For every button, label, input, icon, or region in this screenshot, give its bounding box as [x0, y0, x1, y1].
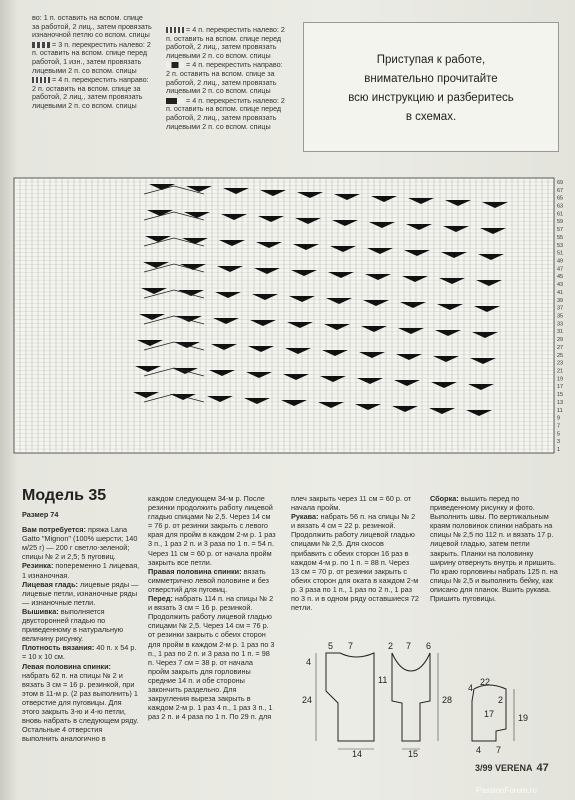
row-number-label: 35: [557, 313, 564, 320]
legend-column-1: [32, 14, 152, 112]
notice-line: Приступая к работе,: [376, 54, 486, 66]
watermark: PassionForum.ru: [476, 786, 537, 795]
row-number-label: 19: [557, 376, 564, 383]
instruction-paragraph: [148, 594, 276, 721]
row-number-label: 37: [557, 305, 564, 312]
back-height-label: 24: [302, 695, 313, 705]
row-number-label: 33: [557, 321, 564, 328]
legend-entry: во: 1 п. оставить на вспом. спице за работой, 2 лиц., затем провязать изнаночной петлю со вспом. спицы: [32, 13, 152, 40]
instruction-paragraph: [22, 561, 140, 579]
instruction-paragraph: [291, 512, 419, 612]
paragraph-group: [148, 494, 276, 721]
row-number-label: 41: [557, 289, 564, 296]
row-number-label: 59: [557, 219, 564, 226]
row-number-label: 65: [557, 195, 564, 202]
legend-entry: = 4 п. перекрестить направо: 2 п. оставить на вспом. спице за работой, 2 лиц., затем провязать лицевыми 2 п. со вспом. спицы: [32, 75, 149, 110]
cross-4r-symbol: [166, 62, 184, 68]
sleeve-bottom-left-label: 4: [476, 745, 482, 755]
paragraph-heading: Сборка:: [430, 494, 459, 503]
sleeve-total-label: 19: [518, 713, 529, 723]
legend-column-2: [166, 26, 288, 132]
paragraph-heading: Плотность вязания:: [22, 643, 95, 653]
row-number-label: 21: [557, 368, 564, 375]
instruction-paragraph: [148, 567, 276, 594]
paragraph-group: [22, 525, 140, 743]
paragraph-text: выполняется двусторонней гладью по приведенному в натуральную величину рисунку.: [22, 606, 124, 644]
instruction-paragraph: [291, 494, 419, 512]
model-title: Модель 35: [22, 487, 107, 504]
paragraph-group: [430, 494, 558, 603]
paragraph-text: попеременно 1 лицевая, 1 изнаночная.: [22, 561, 140, 580]
instruction-paragraph: [22, 607, 140, 643]
paragraph-text: вышить перед по приведенному рисунку и фото. Выполнить швы. По вертикальным краям половинок спинки набрать на спицы № 2,5 по 112 п. и вязать 17 р. лицевой гладью, затем петли закрыть. Планки на половинку ширину отвернуть внутрь и пришить. По краю горловины набрать 125 п. на спицы № 2,5 и выполнить бейку, как описано для планок. Вшить рукава. Пришить пуговицы.: [430, 494, 558, 604]
paragraph-heading: Резинка:: [22, 561, 54, 571]
paragraph-group: [291, 494, 419, 612]
row-number-label: 9: [557, 415, 561, 422]
page-number: 47: [536, 762, 549, 774]
row-number-label: 47: [557, 266, 564, 273]
paragraph-heading: Перед:: [148, 594, 173, 604]
paragraph-heading: Лицевая гладь:: [22, 579, 78, 589]
row-number-label: 25: [557, 352, 564, 359]
text-column-1: [22, 510, 140, 743]
sleeve-top-label: 4: [468, 683, 474, 693]
paragraph-heading: Вам потребуется:: [22, 525, 86, 535]
front-height-label: 28: [442, 695, 453, 705]
cross-3-symbol: [32, 42, 50, 48]
sleeve-bottom-right-label: 7: [496, 745, 502, 755]
paragraph-text: набрать 56 п. на спицы № 2 и вязать 4 см = 22 р. резинкой. Продолжить работу лицевой гладью спицами № 2,5. Для скосов прибавить с обеих сторон 16 раз в каждом 4-м р. по 1 п. = 88 п. Через 13 см = 70 р. от резинки закрыть с обеих сторон для оката в каждом 2-м р. 3 раза по 1 п., 1 раз по 2 п., 1 раз по 3 п. и в одном ряду оставшиеся 72 петли.: [291, 512, 419, 613]
row-number-label: 49: [557, 258, 564, 265]
instruction-paragraph: [22, 643, 140, 661]
row-number-label: 17: [557, 384, 564, 391]
sleeve-height-b-label: 17: [484, 709, 495, 719]
paragraph-text: пряжа Lana Gatto "Mignon" (100% шерсти; 140 м/25 г) — 200 г светло-зеленой; спицы № 2 и 2,5; 5 пуговиц.: [22, 525, 138, 562]
notice-line: внимательно прочитайте: [364, 73, 498, 85]
cross-4-symbol: [32, 77, 50, 83]
issue-label: 3/99 VERENA: [475, 763, 533, 773]
instruction-notice: [303, 22, 559, 152]
row-number-label: 11: [557, 407, 563, 414]
row-number-label: 61: [557, 211, 564, 218]
dimension-lines: [316, 653, 514, 749]
row-number-label: 55: [557, 234, 564, 241]
size-label: Размер 74: [22, 510, 59, 519]
instruction-paragraph: [22, 662, 140, 744]
front-piece-outline: [392, 653, 430, 741]
front-left-label: 2: [388, 641, 394, 651]
row-number-label: 13: [557, 399, 564, 406]
legend-entry: = 4 п. перекрестить направо: 2 п. оставить на вспом. спице за работой, 2 лиц., затем провязать лицевыми 2 п. со вспом. спицы: [166, 60, 283, 96]
row-number-label: 63: [557, 203, 564, 210]
row-number-label: 31: [557, 329, 564, 336]
row-number-label: 51: [557, 250, 564, 257]
cross-4l-symbol: [166, 27, 184, 33]
front-mid-label: 7: [406, 641, 412, 651]
instruction-paragraph: [148, 494, 276, 567]
notice-line: всю инструкцию и разберитесь: [348, 92, 514, 104]
row-number-label: 7: [557, 423, 561, 430]
sleeve-height-label: 2: [498, 695, 504, 705]
paragraph-text: лицевые ряды — лицевые петли, изнаночные ряды — изнаночные петли.: [22, 579, 139, 607]
instruction-paragraph: [22, 580, 140, 607]
back-piece-outline: [326, 653, 374, 741]
knitting-chart: [14, 178, 569, 468]
paragraph-text: набрать 62 п. на спицы № 2 и вязать 3 см = 16 р. резинкой, при этом в 11-м р. (2 раз выполнить) 1 отверстие для пуговицы. Для этого закрыть 3-ю и 4-ю петли, вновь набрать в следующем ряду. Остальные 4 отверстия выполнить аналогично в: [22, 670, 139, 744]
sleeve-width-label: 22: [480, 677, 491, 687]
garment-schematic: [296, 641, 529, 759]
instruction-paragraph: [430, 494, 558, 603]
page-footer: [475, 762, 549, 774]
text-column-2: [148, 494, 276, 721]
back-bottom-label: 14: [352, 749, 363, 759]
legend-entry: = 4 п. перекрестить налево: 2 п. оставить на вспом. спице перед работой, 2 лиц., затем провязать лицевыми 2 п. со вспом. спицы: [166, 25, 285, 60]
paragraph-text: вязать симметрично левой половине и без отверстий для пуговиц.: [148, 566, 269, 594]
row-number-label: 67: [557, 187, 564, 194]
legend-entry: = 4 п. перекрестить налево: 2 п. оставить на вспом. спице перед работой, 2 лиц., затем провязать лицевыми 2 п. со вспом. спицы: [166, 95, 285, 131]
front-right-label: 6: [426, 641, 432, 651]
back-side-label: 7: [348, 641, 354, 651]
row-number-label: 29: [557, 337, 564, 344]
notice-line: в схемах.: [405, 111, 457, 123]
paragraph-heading: Вышивка:: [22, 606, 59, 616]
text-column-4: [430, 494, 558, 603]
paragraph-text: 40 п. x 54 р. = 10 x 10 см.: [22, 643, 137, 662]
paragraph-text: каждом следующем 34-м р. После резинки продолжить работу лицевой гладью спицами № 2,5. Через 14 см = 76 р. от резинки закрыть с левого края для пройм в каждом 2-м р. 1 раз 3 п., 1 раз 2 п. и 3 раза по 1 п. = 54 п. Через 11 см = 60 р. от начала пройм закрыть все петли.: [148, 494, 276, 567]
row-number-label: 5: [557, 431, 561, 438]
legend-entry: = 3 п. перекрестить налево: 2 п. оставить на вспом. спице перед работой, 1 изн., затем провязать лицевыми 2 п. со вспом. спицы: [32, 39, 151, 75]
paragraph-heading: Рукава:: [291, 512, 319, 522]
paragraph-text: плеч закрыть через 11 см = 60 р. от начала пройм.: [291, 494, 412, 513]
cross-4b-symbol: [166, 98, 184, 104]
row-number-label: 27: [557, 344, 564, 351]
row-number-label: 39: [557, 297, 564, 304]
back-armhole-label: 11: [378, 675, 388, 685]
row-number-label: 69: [557, 179, 564, 186]
row-number-label: 53: [557, 242, 564, 249]
row-number-label: 57: [557, 227, 564, 234]
front-bottom-label: 15: [408, 749, 419, 759]
paragraph-text: набрать 114 п. на спицы № 2 и вязать 3 см = 16 р. резинкой. Продолжить работу лицевой гладью спицами № 2,5. Через 14 см = 76 р. от резинки закрыть с обеих сторон для пройм в каждом 2-м р. 1 раз по 3 п., 1 раз по 2 п. и 3 раза по 1 п. = 98 п. Через 7 см = 38 р. от начала пройм закрыть для горловины средние 14 п. и обе стороны закончить раздельно. Для закругления выреза закрыть в каждом 2-м р. 1 раз 4 п., 1 раз 3 п., 1 раз 2 п. и 4 раза по 1 п. По 29 п. для: [148, 594, 275, 722]
paragraph-heading: Правая половина спинки:: [148, 566, 242, 576]
row-number-label: 1: [557, 447, 561, 454]
row-number-label: 3: [557, 439, 561, 446]
back-mid-label: 4: [306, 657, 312, 667]
instruction-paragraph: [22, 525, 140, 561]
row-number-label: 45: [557, 274, 564, 281]
row-number-label: 23: [557, 360, 564, 367]
back-top-label: 5: [328, 641, 334, 651]
text-column-3: [291, 494, 419, 612]
row-number-label: 15: [557, 392, 564, 399]
paragraph-heading: Левая половина спинки:: [22, 661, 111, 671]
row-number-label: 43: [557, 282, 564, 289]
